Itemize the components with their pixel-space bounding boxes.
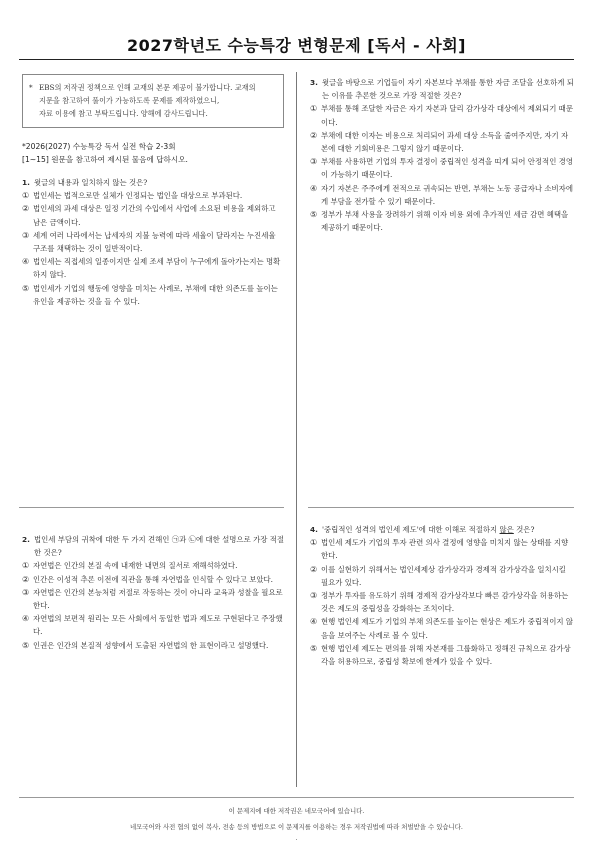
answer-option[interactable] [22, 573, 284, 586]
option-marker: ⑤ [310, 643, 318, 653]
option-text: 법인세가 기업의 행동에 영향을 미치는 사례로, 부채에 대한 의존도를 높이는 유인을 제공하는 것을 들 수 있다. [33, 283, 278, 306]
question-text: 법인세 부담의 귀착에 대한 두 가지 견해인 ㉠과 ㉡에 대한 설명으로 가장 적절한 것은? [33, 535, 284, 558]
option-text: 정부가 부채 사용을 장려하기 위해 이자 비용 외에 추가적인 세금 감면 혜택을 제공하기 때문이다. [321, 210, 569, 233]
question-number: 1. [22, 178, 30, 187]
option-text: 자기 자본은 주주에게 전적으로 귀속되는 반면, 부채는 노동 공급자나 소비자에게 부담을 전가할 수 있기 때문이다. [321, 183, 573, 206]
question-number: 3. [310, 78, 318, 87]
question-number: 4. [310, 525, 318, 534]
answer-option[interactable] [22, 612, 284, 638]
answer-option[interactable] [22, 189, 284, 202]
answer-option[interactable] [310, 563, 574, 589]
question-number: 2. [22, 535, 30, 544]
answer-option[interactable] [310, 102, 574, 128]
question-text-suffix: 것은? [513, 525, 535, 534]
answer-option[interactable] [310, 182, 574, 208]
answer-option[interactable] [310, 589, 574, 615]
question-text-prefix: '중립적인 성격의 법인세 제도'에 대한 이해로 적절하지 [321, 525, 500, 534]
copyright-notice-box [22, 74, 284, 128]
question-3 [310, 76, 574, 234]
notice-line: 자료 이용에 참고 부탁드립니다. 양해에 감사드립니다. [39, 109, 208, 118]
question-text: 윗글의 내용과 일치하지 않는 것은? [33, 178, 148, 187]
option-text: 자연법의 보편적 원리는 모든 사회에서 동일한 법과 제도로 구현된다고 주장했다. [33, 614, 283, 637]
question-stem [310, 523, 574, 536]
option-marker: ③ [22, 587, 30, 597]
answer-option[interactable] [22, 255, 284, 281]
option-marker: ④ [22, 614, 30, 624]
option-marker: ④ [22, 257, 30, 267]
option-marker: ② [310, 564, 318, 574]
answer-option[interactable] [22, 559, 284, 572]
notice-line: EBS의 저작권 정책으로 인해 교재의 본문 제공이 불가합니다. 교재의 [39, 83, 256, 92]
question-4 [310, 523, 574, 668]
option-text: 부채에 대한 이자는 비용으로 처리되어 과세 대상 소득을 줄여주지만, 자기 자본에 대한 기회비용은 그렇지 않기 때문이다. [321, 130, 569, 154]
question-stem [310, 76, 574, 102]
option-marker: ② [310, 130, 318, 140]
answer-option[interactable] [22, 202, 284, 228]
option-text: 법인세는 직접세의 일종이지만 실제 조세 부담이 누구에게 돌아가는지는 명확하지 않다. [33, 257, 281, 280]
option-marker: ② [22, 574, 30, 584]
option-text: 인권은 인간의 본질적 성향에서 도출된 자연법의 한 표현이라고 설명했다. [33, 640, 269, 650]
question-2 [22, 533, 284, 652]
option-text: 부채를 사용하면 기업의 투자 결정이 중립적인 성격을 띠게 되어 안정적인 경영이 가능하기 때문이다. [321, 157, 573, 180]
option-marker: ③ [310, 591, 318, 601]
option-text: 법인세 제도가 기업의 투자 관련 의사 결정에 영향을 미치지 않는 상태를 지향한다. [321, 538, 569, 561]
instruction-line: [1~15] 원문을 참고하여 제시된 물음에 답하시오. [22, 155, 188, 164]
usage-warning-footer: 네모국어와 사전 협의 없이 복사, 전송 등의 방법으로 이 문제지를 이용하는 경우 저작권법에 따라 처벌받을 수 있습니다. [130, 823, 463, 831]
option-text: 이를 실현하기 위해서는 법인세제상 감가상각과 경제적 감가상각을 일치시킬 필요가 있다. [321, 564, 566, 587]
answer-option[interactable] [310, 129, 574, 155]
option-text: 자연법은 인간의 본능처럼 저절로 작동하는 것이 아니라 교육과 성찰을 필요로 한다. [33, 587, 283, 611]
option-text: 법인세는 법적으로만 실체가 인정되는 법인을 대상으로 부과된다. [33, 191, 243, 201]
option-marker: ① [22, 191, 30, 201]
option-marker: ⑤ [22, 283, 30, 293]
question-text [322, 523, 574, 536]
header-rule [19, 59, 574, 60]
option-marker: ⑤ [22, 640, 30, 650]
option-marker: ③ [310, 157, 318, 167]
emphasis-underline: 않은 [499, 525, 514, 534]
section-divider-left [19, 507, 284, 508]
answer-option[interactable] [22, 639, 284, 652]
footer-dot: . [295, 834, 298, 842]
answer-option[interactable] [22, 586, 284, 612]
option-marker: ⑤ [310, 210, 318, 220]
question-stem [22, 176, 284, 189]
option-text: 인간은 이성적 추론 이전에 직관을 통해 자연법을 인식할 수 있다고 보았다. [33, 574, 274, 584]
answer-option[interactable] [22, 282, 284, 308]
notice-line: 지문을 참고하여 풀이가 가능하도록 문제를 제작하였으니, [39, 96, 220, 105]
option-marker: ① [310, 104, 318, 114]
option-marker: ④ [310, 183, 318, 193]
option-marker: ① [22, 561, 30, 571]
source-line: *2026(2027) 수능특강 독서 실전 학습 2-3회 [22, 142, 176, 151]
page-title: 2027학년도 수능특강 변형문제 [독서 - 사회] [127, 36, 466, 55]
answer-option[interactable] [310, 155, 574, 181]
answer-option[interactable] [22, 229, 284, 255]
section-divider-right [308, 507, 574, 508]
copyright-footer: 이 문제지에 대한 저작권은 네모국어에 있습니다. [228, 807, 365, 815]
answer-option[interactable] [310, 615, 574, 641]
option-text: 현행 법인세 제도가 기업의 부채 의존도를 높이는 현상은 제도가 중립적이지 않음을 보여주는 사례로 볼 수 있다. [321, 617, 573, 640]
option-text: 정부가 투자를 유도하기 위해 경제적 감가상각보다 빠른 감가상각을 허용하는 것은 제도의 중립성을 강화하는 조치이다. [321, 591, 569, 614]
footer-rule [19, 797, 574, 798]
answer-option[interactable] [310, 642, 574, 668]
option-text: 자연법은 인간의 본질 속에 내재한 내면의 질서로 재해석하였다. [33, 561, 238, 571]
answer-option[interactable] [310, 536, 574, 562]
option-marker: ③ [22, 230, 30, 240]
column-divider [296, 72, 297, 787]
question-1 [22, 176, 284, 308]
option-text: 부채를 통해 조달한 자금은 자기 자본과 달리 감가상각 대상에서 제외되기 때문이다. [321, 104, 573, 127]
option-text: 현행 법인세 제도는 편의를 위해 자본재를 그룹화하고 정해진 규칙으로 감가상각을 허용하므로, 중립성 확보에 한계가 있을 수 있다. [321, 643, 571, 667]
question-stem [22, 533, 284, 559]
option-marker: ④ [310, 617, 318, 627]
notice-asterisk: * [29, 83, 33, 92]
option-marker: ② [22, 204, 30, 214]
option-text: 세계 여러 나라에서는 납세자의 지불 능력에 따라 세율이 달라지는 누진세율 구조를 채택하는 것이 일반적이다. [33, 230, 276, 254]
answer-option[interactable] [310, 208, 574, 234]
option-text: 법인세의 과세 대상은 일정 기간의 수입에서 사업에 소요된 비용을 제외하고 남은 금액이다. [33, 204, 276, 227]
option-marker: ① [310, 538, 318, 548]
question-text: 윗글을 바탕으로 기업들이 자기 자본보다 부채를 통한 자금 조달을 선호하게 되는 이유를 추론한 것으로 가장 적절한 것은? [321, 78, 574, 101]
